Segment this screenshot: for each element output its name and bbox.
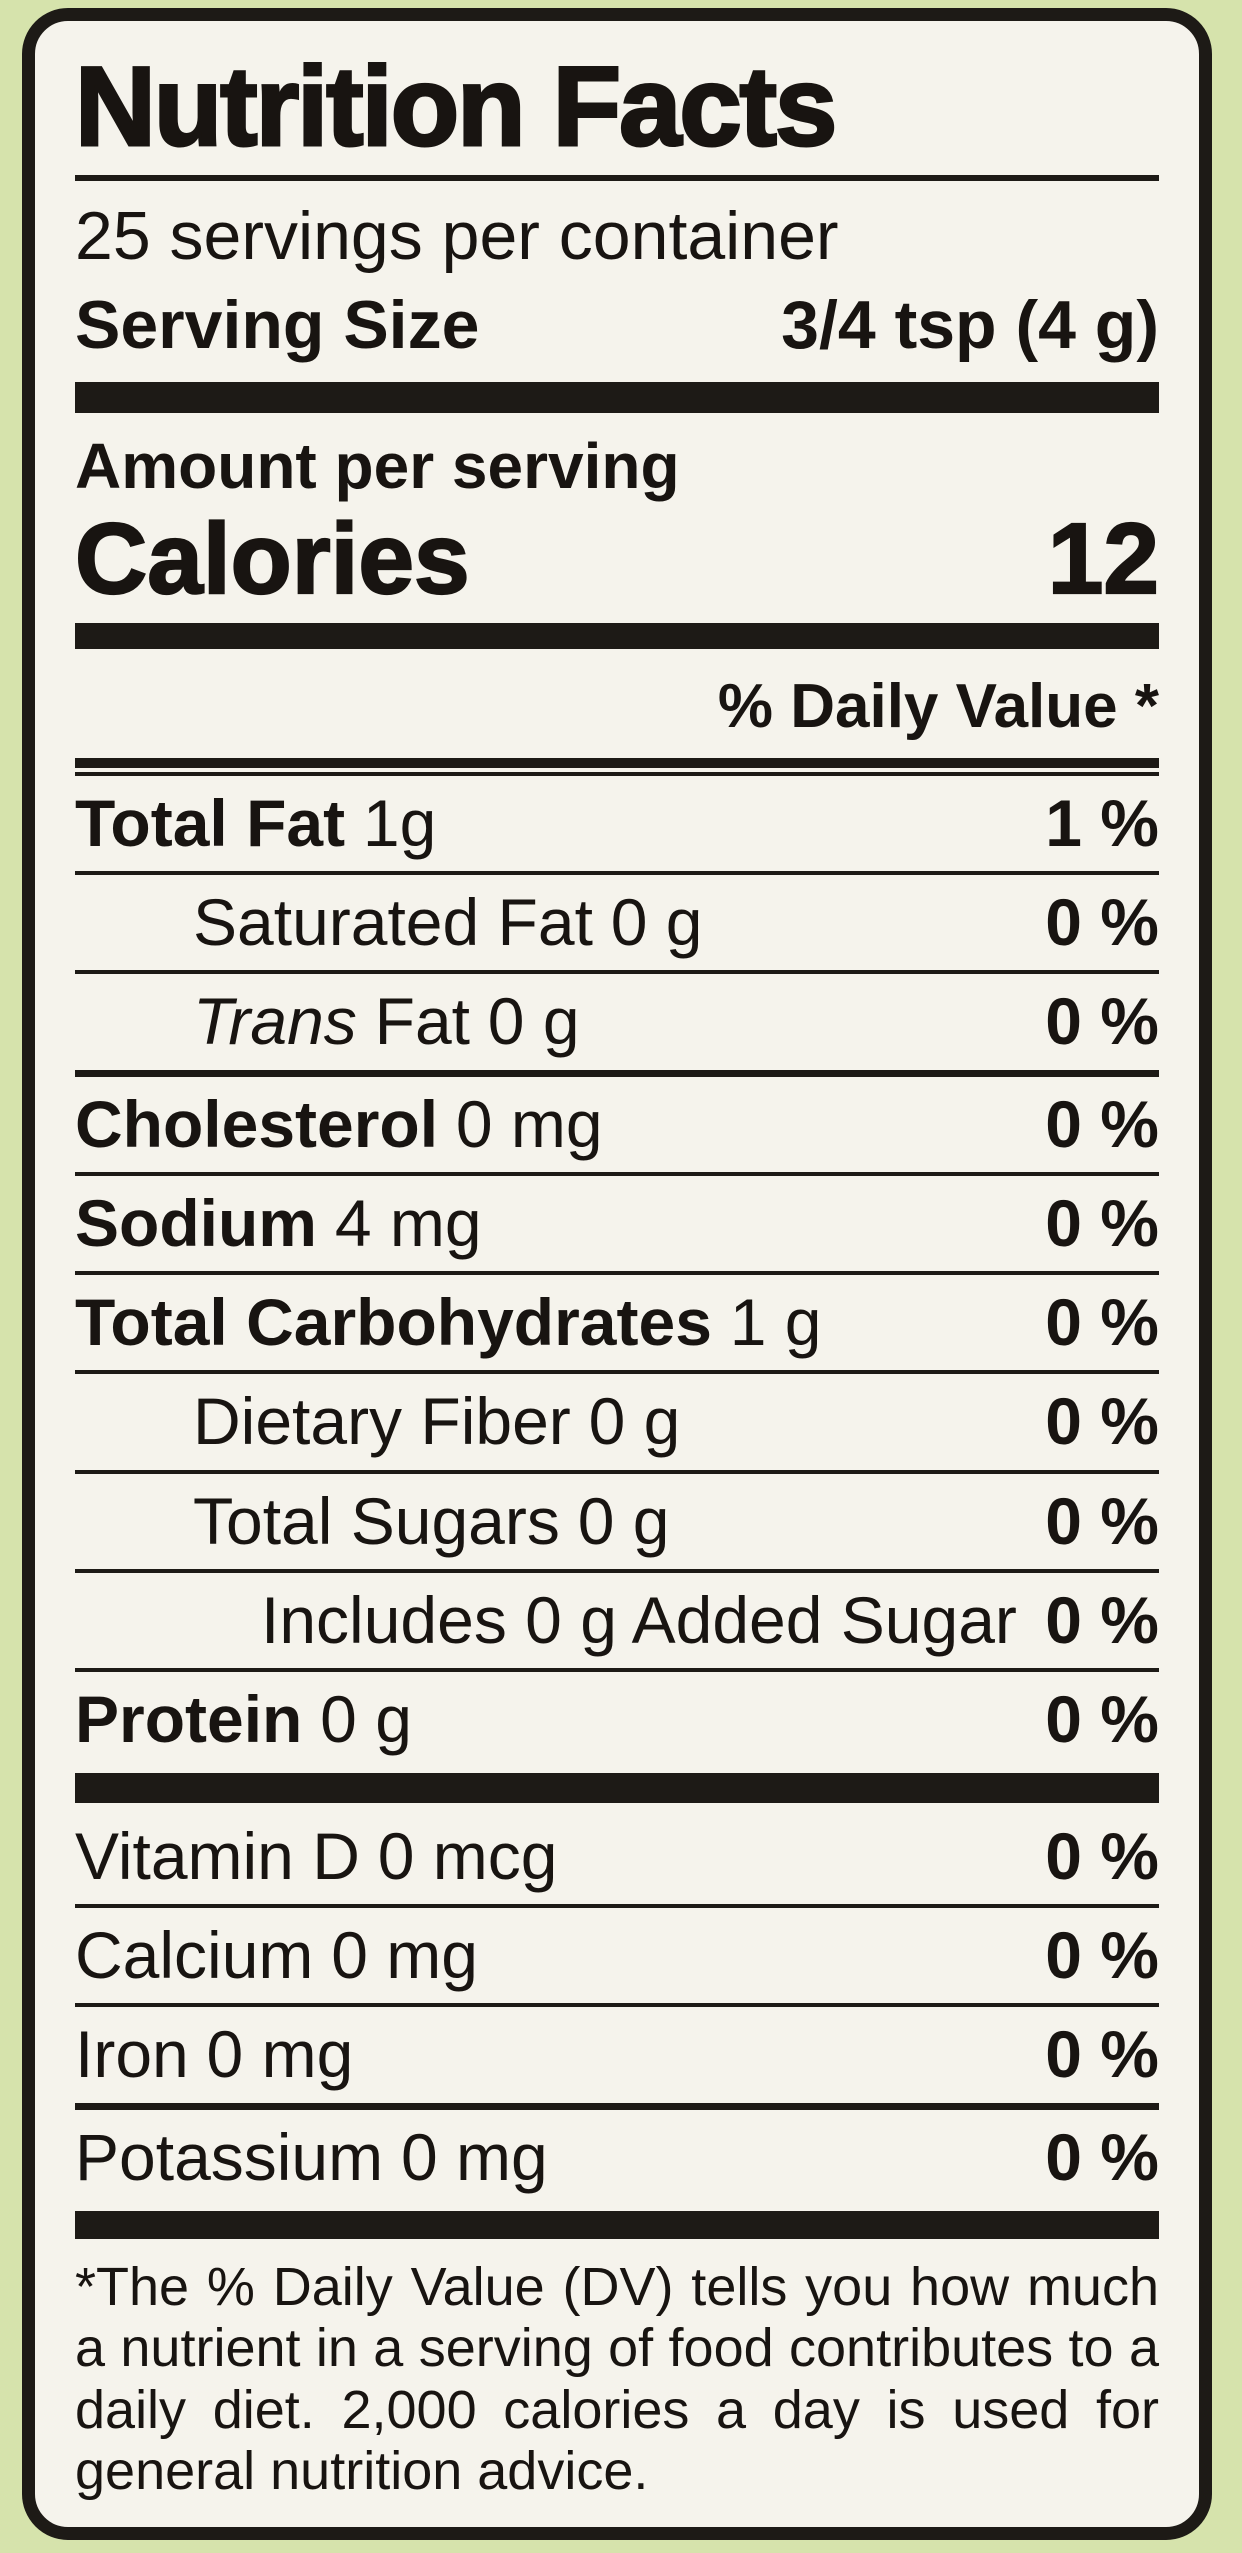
nutrient-label [75,1483,670,1558]
daily-value-header: % Daily Value * [717,671,1159,741]
nutrient-row-saturated-fat [75,875,1159,970]
section-bar-calories [75,623,1159,649]
nutrient-name: Cholesterol [75,1086,439,1161]
serving-size-value: 3/4 tsp (4 g) [781,286,1159,363]
nutrient-dv: 0 % [1045,1818,1159,1893]
nutrient-dv: 0 % [1045,1918,1159,1993]
nutrient-label [75,1918,478,1993]
nutrient-dv: 0 % [1045,1086,1159,1161]
nutrient-amount: 0 mg [455,1086,603,1161]
nutrient-label [75,1682,412,1757]
nutrient-name: Sodium [75,1185,317,1260]
nutrient-row-added-sugar [75,1573,1159,1668]
nutrient-name: Calcium [75,1918,314,1993]
section-bar-vitamins [75,1773,1159,1803]
footnote-text: *The % Daily Value (DV) tells you how much a nutrient in a serving of food contributes to a daily diet. 2,000 calories a day is used for general nutrition advice. [75,2256,1159,2502]
calories-value: 12 [1047,502,1159,615]
servings-per-container: 25 servings per container [75,197,839,274]
nutrient-dv: 0 % [1045,1582,1159,1657]
section-bar-top [75,382,1159,413]
nutrient-row-total-sugars [75,1474,1159,1569]
nutrient-row-protein [75,1672,1159,1767]
nutrient-amount: 0 g [320,1682,412,1757]
nutrient-dv: 0 % [1045,2017,1159,2092]
nutrient-row-dietary-fiber [75,1374,1159,1469]
nutrient-name: Potassium [75,2119,384,2194]
nutrient-name: Saturated Fat [193,884,593,959]
nutrient-amount: 1 g [729,1285,822,1360]
nutrient-name: Total Fat [75,785,346,860]
section-bar-footnote [75,2211,1159,2239]
daily-value-rule [75,758,1159,776]
nutrient-name: Vitamin D [75,1818,360,1893]
nutrient-amount: 0 g [610,884,703,959]
serving-size-row [75,286,1159,364]
nutrient-amount: 0 mcg [377,1818,558,1893]
nutrient-amount: 0 mg [331,1918,478,1993]
calories-row [75,502,1159,615]
nutrient-dv: 0 % [1045,1185,1159,1260]
nutrient-label [75,785,437,860]
nutrient-row-trans-fat [75,974,1159,1069]
nutrient-row-total-fat [75,776,1159,871]
divider-thick [75,1070,1159,1077]
nutrient-name: Iron [75,2017,189,2092]
nutrient-dv: 0 % [1045,2119,1159,2194]
nutrition-label-card [22,8,1212,2540]
nutrient-label [75,1384,681,1459]
nutrient-dv: 1 % [1045,785,1159,860]
nutrient-label [75,2119,548,2194]
title-rule [75,175,1159,181]
nutrient-row-cholesterol [75,1077,1159,1172]
nutrient-name: Dietary Fiber [193,1384,571,1459]
nutrient-amount: 0 mg [206,2017,354,2092]
nutrient-row-potassium [75,2110,1159,2205]
nutrient-label [75,1086,603,1161]
nutrient-amount: 0 g [577,1483,670,1558]
nutrient-label [75,1818,558,1893]
nutrient-dv: 0 % [1045,1483,1159,1558]
nutrient-name: Protein [75,1682,303,1757]
calories-label: Calories [75,502,470,615]
nutrient-dv: 0 % [1045,1384,1159,1459]
nutrient-label [75,884,703,959]
nutrient-amount: 1g [362,785,437,860]
nutrient-dv: 0 % [1045,1682,1159,1757]
nutrient-label [75,1285,822,1360]
nutrient-name: Includes 0 g Added Sugar [261,1582,1017,1657]
nutrient-label [75,1185,482,1260]
nutrient-amount: 0 g [487,984,580,1059]
nutrient-row-vitamin-d [75,1809,1159,1904]
nutrient-dv: 0 % [1045,884,1159,959]
nutrient-dv: 0 % [1045,984,1159,1059]
nutrient-amount: 4 mg [334,1185,482,1260]
nutrient-row-total-carbohydrates [75,1275,1159,1370]
nutrient-label [75,1582,1017,1657]
nutrient-amount: 0 mg [400,2119,548,2194]
divider-thick [75,2103,1159,2110]
nutrient-row-sodium [75,1176,1159,1271]
amount-per-serving-label: Amount per serving [75,429,680,502]
nutrient-name: Total Sugars [193,1483,560,1558]
nutrient-row-calcium [75,1908,1159,2003]
serving-size-label: Serving Size [75,286,480,363]
nutrient-label [75,984,580,1059]
nutrient-row-iron [75,2007,1159,2102]
nutrient-amount: 0 g [588,1384,681,1459]
nutrient-name: Fat [374,984,470,1059]
nutrient-name-prefix: Trans [193,984,357,1059]
nutrient-dv: 0 % [1045,1285,1159,1360]
nutrient-label [75,2017,354,2092]
label-title: Nutrition Facts [75,44,836,169]
nutrient-name: Total Carbohydrates [75,1285,712,1360]
